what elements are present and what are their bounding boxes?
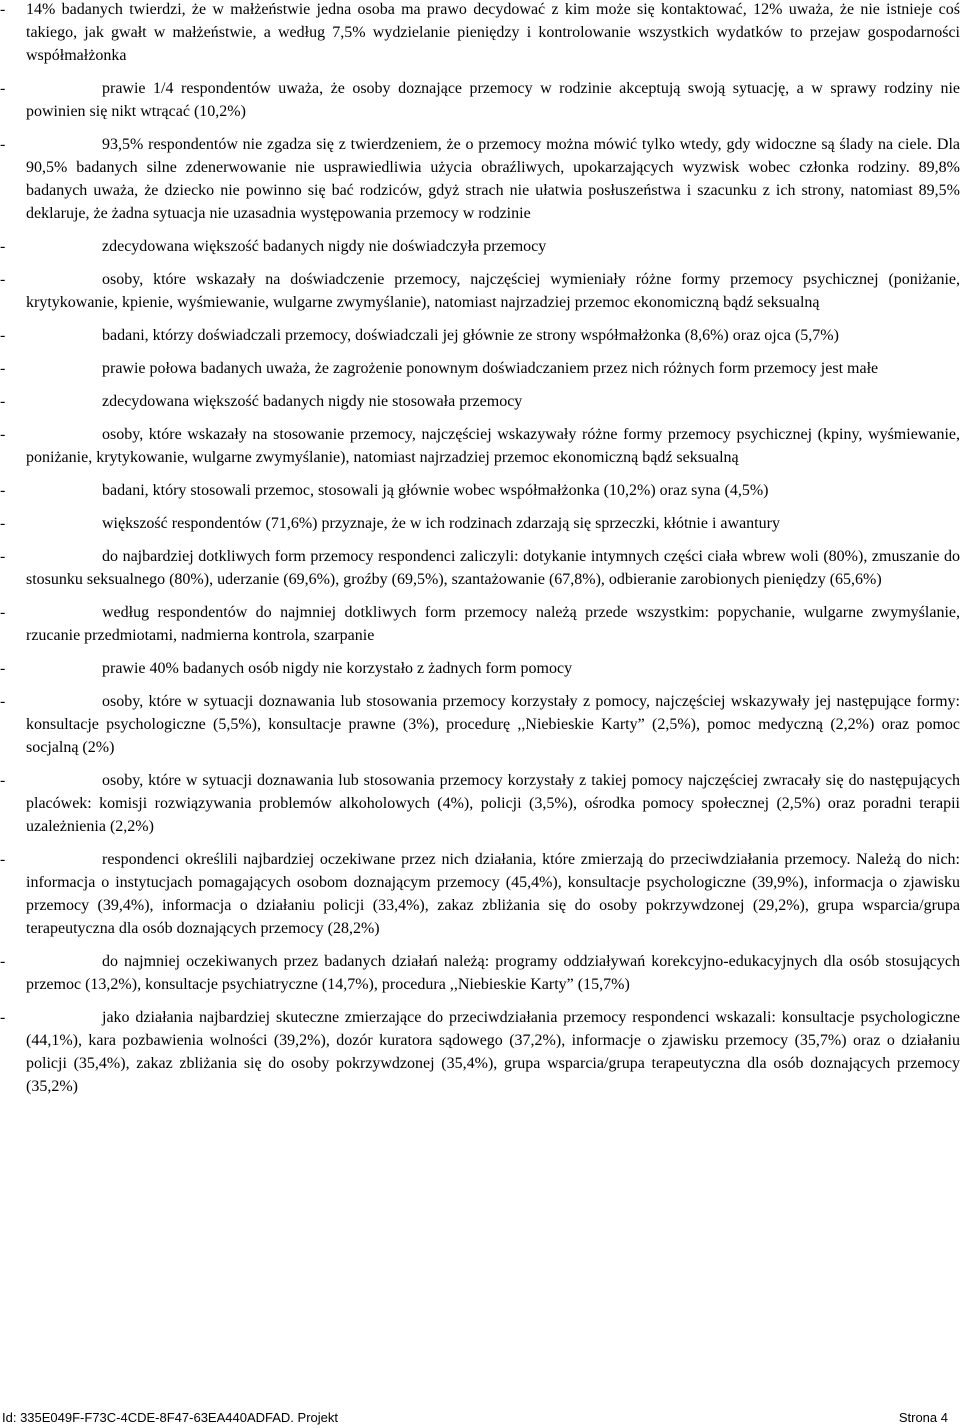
page-footer: [0, 1408, 960, 1428]
list-item-text: 93,5% respondentów nie zgadza się z twierdzeniem, że o przemocy można mówić tylko wtedy, gdy widoczne są ślady na ciele. Dla 90,5% badanych silne zdenerwowanie nie usprawiedliwia użycia obraźliwych, upokarzających wyzwisk wobec członka rodziny. 89,8% badanych uważa, że dziecko nie powinno się bać rodziców, gdyż strach nie ułatwia posłuszeństwa i szacunku z ich strony, natomiast 89,5% deklaruje, że żadna sytuacja nie uzasadnia występowania przemocy w rodzinie: [26, 136, 960, 222]
list-item-text: do najmniej oczekiwanych przez badanych działań należą: programy oddziaływań korekcyjno-edukacyjnych dla osób stosujących przemoc (13,2%), konsultacje psychiatryczne (14,7%), procedura ,,Niebieskie Karty” (15,7%): [26, 953, 960, 993]
list-item-text: zdecydowana większość badanych nigdy nie doświadczyła przemocy: [102, 238, 547, 255]
list-item-text: prawie połowa badanych uważa, że zagrożenie ponownym doświadczaniem przez nich różnych form przemocy jest małe: [102, 360, 879, 377]
list-item: [0, 390, 960, 413]
bullet-dash: -: [0, 426, 6, 443]
bullet-dash: -: [0, 1009, 6, 1026]
list-item: [0, 77, 960, 123]
list-item: [0, 0, 960, 67]
list-item-text: zdecydowana większość badanych nigdy nie stosowała przemocy: [102, 393, 523, 410]
bullet-dash: -: [0, 136, 6, 153]
list-item-text: osoby, które wskazały na doświadczenie przemocy, najczęściej wymieniały różne formy przemocy psychicznej (poniżanie, krytykowanie, kpienie, wyśmiewanie, wulgarne zwymyślanie), natomiast najrzadziej przemoc ekonomiczną bądź seksualną: [26, 271, 960, 311]
list-item-text: do najbardziej dotkliwych form przemocy respondenci zaliczyli: dotykanie intymnych części ciała wbrew woli (80%), zmuszanie do stosunku seksualnego (80%), uderzanie (69,6%), groźby (69,5%), szantażowanie (67,8%), odbieranie zarobionych pieniędzy (65,6%): [26, 548, 960, 588]
list-item-text: osoby, które wskazały na stosowanie przemocy, najczęściej wskazywały różne formy przemocy psychicznej (kpiny, wyśmiewanie, poniżanie, krytykowanie, wulgarne zwymyślanie), natomiast najrzadziej przemoc ekonomiczną bądź seksualną: [26, 426, 960, 466]
list-item-text: respondenci określili najbardziej oczekiwane przez nich działania, które zmierzają do przeciwdziałania przemocy. Należą do nich: informacja o instytucjach pomagających osobom doznającym przemocy (45,4%), konsultacje psychologiczne (39,9%), informacja o zjawisku przemocy (39,4%), informacja o działaniu policji (33,4%), zakaz zbliżania się do osoby pokrzywdzonej (29,2%), grupa wsparcia/grupa terapeutyczna dla osób doznających przemocy (28,2%): [26, 851, 960, 937]
list-item-text: badani, którzy doświadczali przemocy, doświadczali jej głównie ze strony współmałżonka (8,6%) oraz ojca (5,7%): [102, 327, 839, 344]
list-item-text: prawie 1/4 respondentów uważa, że osoby doznające przemocy w rodzinie akceptują swoją sytuację, a w sprawy rodziny nie powinien się nikt wtrącać (10,2%): [26, 80, 960, 120]
list-item: [0, 950, 960, 996]
bullet-dash: -: [0, 851, 6, 868]
bullet-dash: -: [0, 238, 6, 255]
list-item: [0, 1006, 960, 1098]
bullet-dash: -: [0, 80, 6, 97]
footer-document-id: Id: 335E049F-F73C-4CDE-8F47-63EA440ADFAD. Projekt: [2, 1410, 338, 1425]
bullet-dash: -: [0, 393, 6, 410]
list-item: [0, 545, 960, 591]
bullet-dash: -: [0, 953, 6, 970]
bullet-dash: -: [0, 327, 6, 344]
list-item: [0, 848, 960, 940]
list-item: [0, 357, 960, 380]
footer-page-number: Strona 4: [898, 1410, 948, 1425]
bullet-dash: -: [0, 693, 6, 710]
list-item: [0, 324, 960, 347]
list-item: [0, 423, 960, 469]
list-item: [0, 601, 960, 647]
list-item-text: prawie 40% badanych osób nigdy nie korzystało z żadnych form pomocy: [102, 660, 573, 677]
bullet-dash: -: [0, 772, 6, 789]
list-item-text: jako działania najbardziej skuteczne zmierzające do przeciwdziałania przemocy respondenci wskazali: konsultacje psychologiczne (44,1%), kara pozbawienia wolności (39,2%), dozór kuratora sądowego (37,2%), informacje o zjawisku przemocy (35,7%) oraz o działaniu policji (35,4%), zakaz zbliżania się do osoby pokrzywdzonej (35,4%), grupa wsparcia/grupa terapeutyczna dla osób doznających przemocy (35,2%): [26, 1009, 960, 1095]
list-item: [0, 657, 960, 680]
list-item-text: osoby, które w sytuacji doznawania lub stosowania przemocy korzystały z takiej pomocy najczęściej zwracały się do następujących placówek: komisji rozwiązywania problemów alkoholowych (4%), policji (3,5%), ośrodka pomocy społecznej (2,5%) oraz poradni terapii uzależnienia (2,2%): [26, 772, 960, 835]
bullet-dash: -: [0, 1, 6, 18]
list-item: [0, 479, 960, 502]
list-item: [0, 690, 960, 759]
list-item-text: osoby, które w sytuacji doznawania lub stosowania przemocy korzystały z pomocy, najczęściej wskazywały jej następujące formy: konsultacje psychologiczne (5,5%), konsultacje prawne (3%), procedurę ,,Niebieskie Karty” (2,5%), pomoc medyczną (2,2%) oraz pomoc socjalną (2%): [26, 693, 960, 756]
list-item: [0, 133, 960, 225]
bullet-dash: -: [0, 660, 6, 677]
bullet-dash: -: [0, 482, 6, 499]
bullet-dash: -: [0, 604, 6, 621]
list-item-text: badani, który stosowali przemoc, stosowali ją głównie wobec współmałżonka (10,2%) oraz syna (4,5%): [102, 482, 769, 499]
list-item-text: według respondentów do najmniej dotkliwych form przemocy należą przede wszystkim: popychanie, wulgarne zwymyślanie, rzucanie przedmiotami, nadmierna kontrola, szarpanie: [26, 604, 960, 644]
bullet-dash: -: [0, 271, 6, 288]
list-item-text: 14% badanych twierdzi, że w małżeństwie jedna osoba ma prawo decydować z kim może się kontaktować, 12% uważa, że nie istnieje coś takiego, jak gwałt w małżeństwie, a według 7,5% wydzielanie pieniędzy i kontrolowanie wszystkich wydatków to przejaw gospodarności współmałżonka: [26, 1, 960, 64]
list-item: [0, 268, 960, 314]
list-item: [0, 235, 960, 258]
list-item: [0, 769, 960, 838]
list-item-text: większość respondentów (71,6%) przyznaje, że w ich rodzinach zdarzają się sprzeczki, kłótnie i awantury: [102, 515, 780, 532]
list-item: [0, 512, 960, 535]
bullet-dash: -: [0, 548, 6, 565]
bullet-dash: -: [0, 360, 6, 377]
bullet-dash: -: [0, 515, 6, 532]
